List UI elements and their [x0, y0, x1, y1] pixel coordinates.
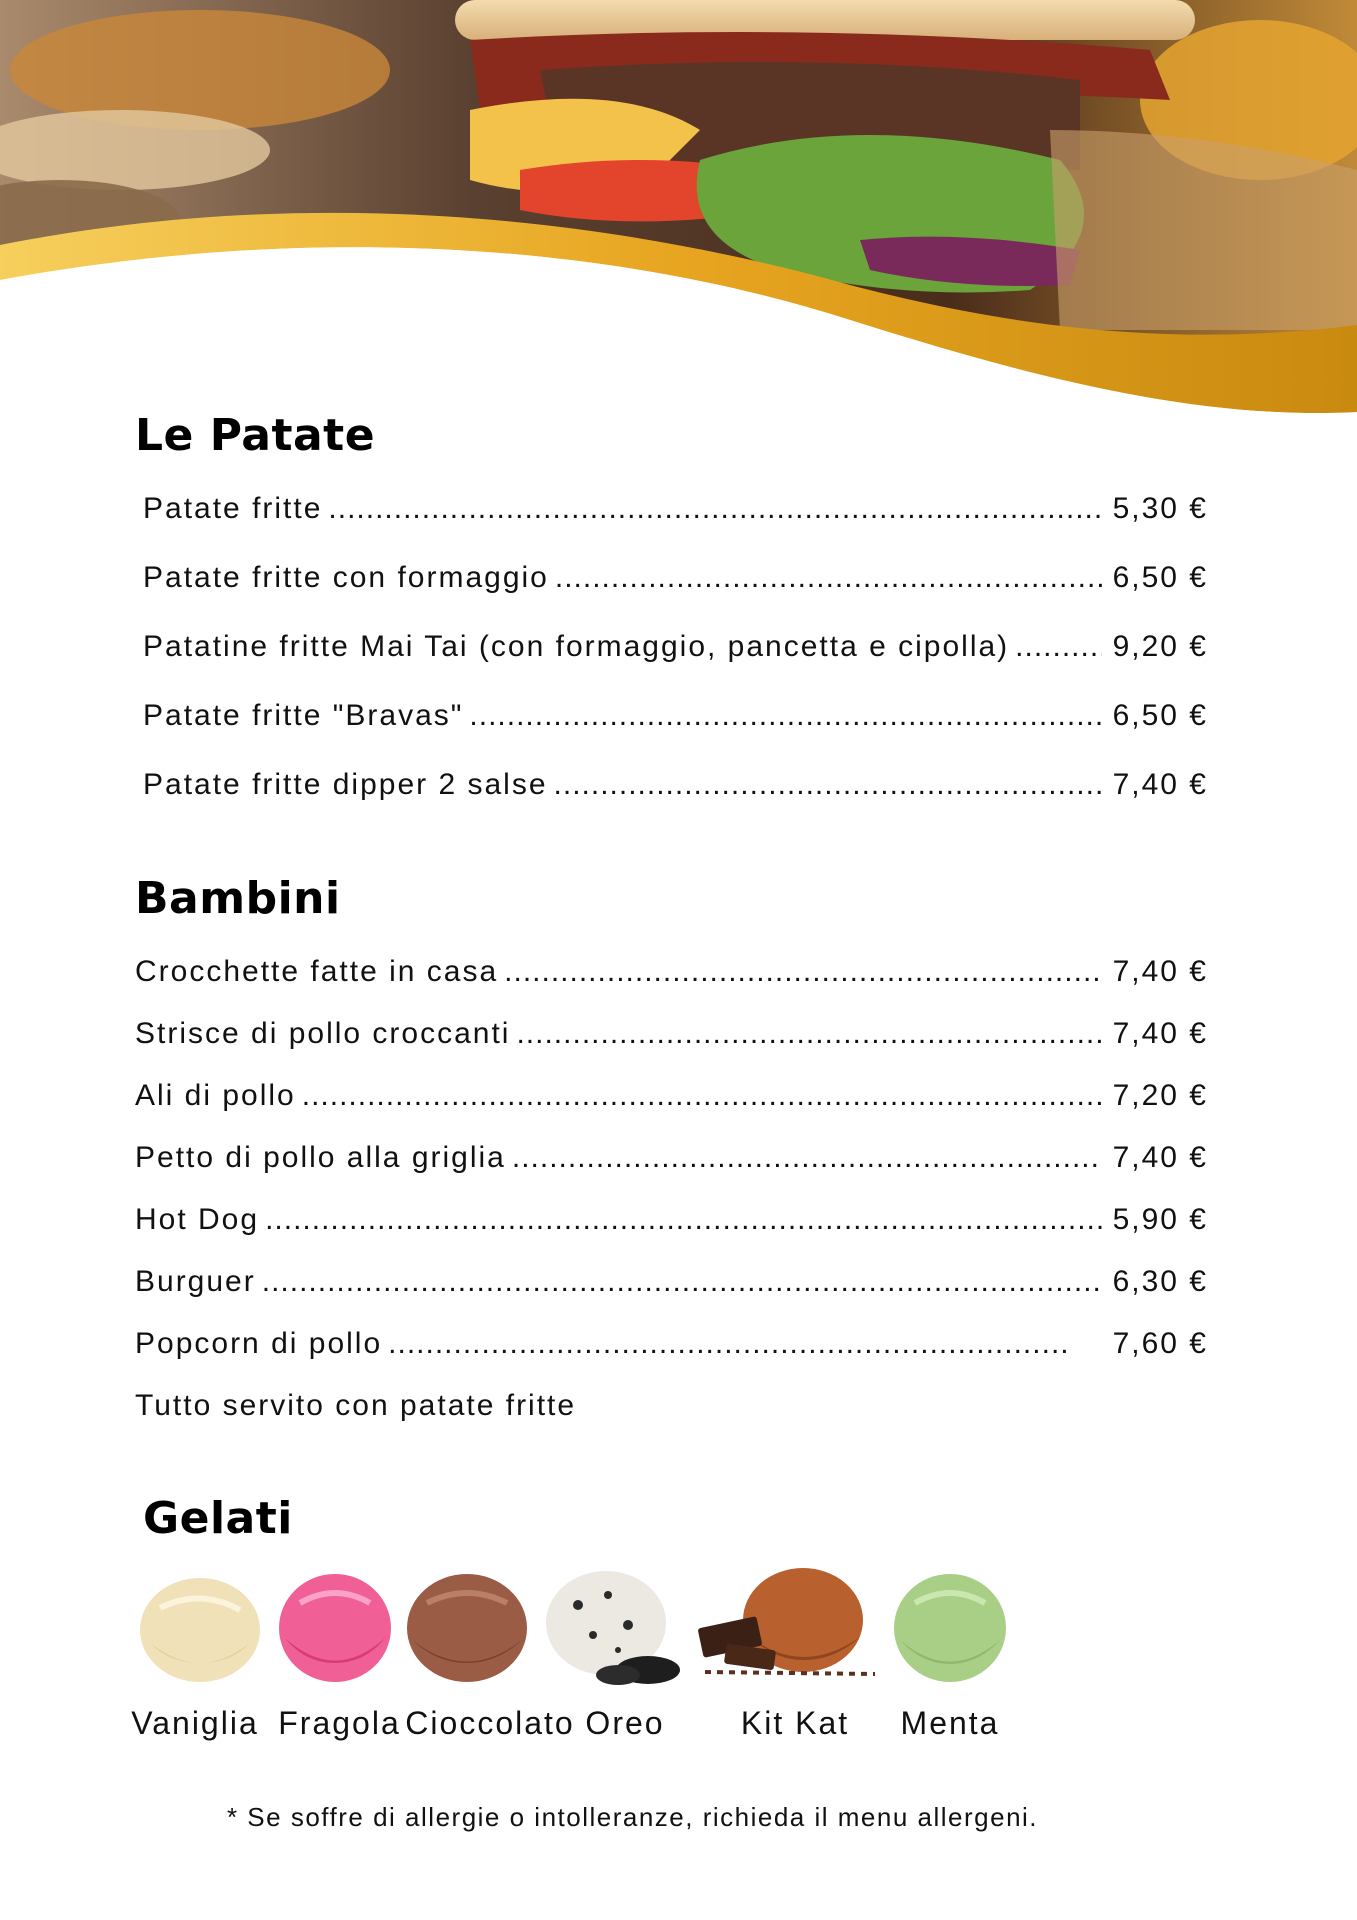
- item-price: 6,50 €: [1112, 699, 1208, 732]
- dot-leader: [265, 1203, 1102, 1237]
- bambini-note: Tutto servito con patate fritte: [135, 1389, 577, 1422]
- item-price: 5,30 €: [1112, 492, 1208, 525]
- flavor-label-vaniglia: Vaniglia: [131, 1705, 259, 1741]
- section-title-patate: Le Patate: [135, 410, 376, 461]
- item-name: Crocchette fatte in casa: [135, 955, 499, 988]
- item-name: Patatine fritte Mai Tai (con formaggio, pancetta e cipolla): [143, 630, 1010, 663]
- menu-item: [135, 1327, 1208, 1367]
- menu-item: [135, 1017, 1208, 1057]
- mint-scoop-image: [890, 1568, 1010, 1688]
- item-name: Patate fritte dipper 2 salse: [143, 768, 548, 801]
- menu-item: [135, 1265, 1208, 1305]
- item-name: Popcorn di pollo: [135, 1327, 383, 1360]
- item-price: 7,40 €: [1112, 1017, 1208, 1050]
- item-price: 7,40 €: [1112, 1141, 1208, 1174]
- dot-leader: [516, 1017, 1102, 1051]
- burger-photo: [0, 0, 1357, 430]
- dot-leader: [469, 699, 1102, 733]
- item-price: 6,50 €: [1112, 561, 1208, 594]
- dot-leader: [388, 1327, 1068, 1361]
- item-price: 7,40 €: [1112, 768, 1208, 801]
- item-name: Burguer: [135, 1265, 256, 1298]
- item-name: Patate fritte con formaggio: [143, 561, 549, 594]
- flavor-label-cioccolato: Cioccolato: [405, 1705, 575, 1741]
- item-name: Patate fritte "Bravas": [143, 699, 464, 732]
- item-price: 6,30 €: [1112, 1265, 1208, 1298]
- chocolate-scoop-image: [402, 1568, 532, 1688]
- menu-item: [135, 1141, 1208, 1181]
- item-price: 7,60 €: [1112, 1327, 1208, 1360]
- hero-banner: [0, 0, 1357, 430]
- flavor-label-oreo: Oreo: [585, 1705, 665, 1741]
- dot-leader: [262, 1265, 1102, 1299]
- menu-item: [135, 1079, 1208, 1119]
- item-name: Petto di pollo alla griglia: [135, 1141, 506, 1174]
- dot-leader: [554, 768, 1102, 802]
- dot-leader: [512, 1141, 1102, 1175]
- item-price: 7,20 €: [1112, 1079, 1208, 1112]
- dot-leader: [504, 955, 1102, 989]
- menu-item: [143, 561, 1208, 601]
- menu-item: [143, 492, 1208, 532]
- flavor-label-fragola: Fragola: [278, 1705, 401, 1741]
- kitkat-scoop-image: [695, 1562, 885, 1692]
- item-name: Ali di pollo: [135, 1079, 296, 1112]
- menu-item: [135, 955, 1208, 995]
- menu-item: [135, 1203, 1208, 1243]
- item-price: 7,40 €: [1112, 955, 1208, 988]
- vanilla-scoop-image: [130, 1568, 270, 1688]
- item-name: Hot Dog: [135, 1203, 260, 1236]
- dot-leader: [1015, 630, 1102, 664]
- allergy-footnote: * Se soffre di allergie o intolleranze, richieda il menu allergeni.: [226, 1802, 1039, 1832]
- flavor-label-kitkat: Kit Kat: [740, 1705, 850, 1741]
- section-title-gelati: Gelati: [143, 1493, 293, 1544]
- strawberry-scoop-image: [275, 1568, 395, 1688]
- flavor-label-menta: Menta: [900, 1705, 1000, 1741]
- dot-leader: [302, 1079, 1102, 1113]
- oreo-scoop-image: [538, 1565, 688, 1695]
- item-price: 9,20 €: [1112, 630, 1208, 663]
- dot-leader: [328, 492, 1102, 526]
- item-price: 5,90 €: [1112, 1203, 1208, 1236]
- section-title-bambini: Bambini: [135, 873, 341, 924]
- menu-item: [143, 630, 1208, 670]
- dot-leader: [555, 561, 1102, 595]
- item-name: Patate fritte: [143, 492, 323, 525]
- menu-item: [143, 699, 1208, 739]
- menu-item: [143, 768, 1208, 808]
- item-name: Strisce di pollo croccanti: [135, 1017, 511, 1050]
